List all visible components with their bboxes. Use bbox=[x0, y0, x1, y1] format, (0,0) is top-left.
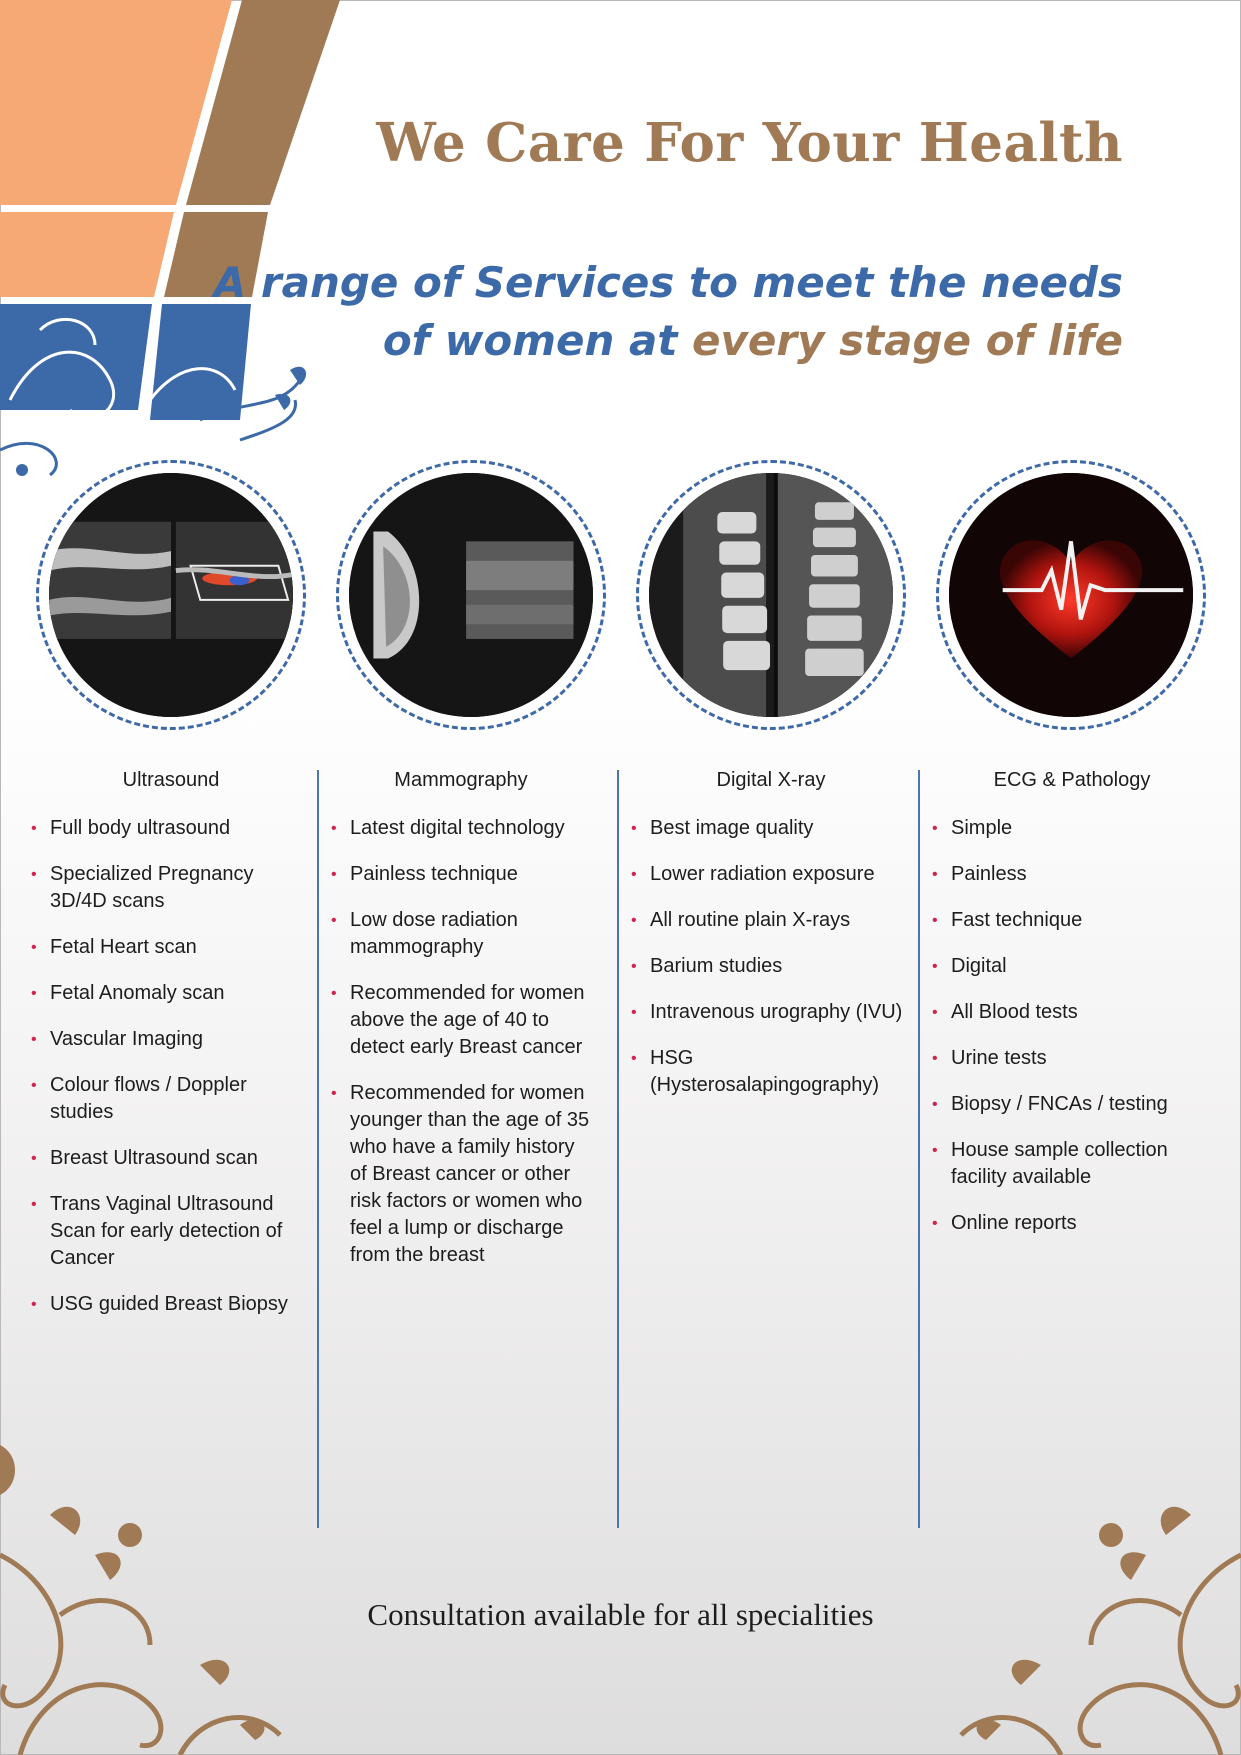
service-item: • Recommended for women above the age of 40 to detect early Breast cancer bbox=[331, 980, 591, 1061]
corner-decoration bbox=[0, 0, 340, 480]
spine-xray-image bbox=[649, 473, 893, 717]
mammogram-image bbox=[349, 473, 593, 717]
service-item: • Online reports bbox=[932, 1210, 1212, 1237]
service-item: • All Blood tests bbox=[932, 999, 1212, 1026]
service-item: • Urine tests bbox=[932, 1045, 1212, 1072]
ecg-image-circle bbox=[936, 460, 1206, 730]
service-item: • Intravenous urography (IVU) bbox=[631, 999, 911, 1026]
column-divider bbox=[918, 770, 920, 1528]
subheadline-accent-text: every stage of life bbox=[692, 316, 1123, 365]
service-column-xray bbox=[631, 769, 911, 1118]
service-title: ECG & Pathology bbox=[993, 769, 1151, 791]
service-item: • Breast Ultrasound scan bbox=[31, 1145, 311, 1172]
service-item: • Specialized Pregnancy 3D/4D scans bbox=[31, 861, 311, 915]
service-item: • House sample collection facility available bbox=[932, 1137, 1212, 1191]
page-subheadline bbox=[214, 254, 1123, 370]
service-item: • Recommended for women younger than the age of 35 who have a family history of Breast cancer or other risk factors or women who feel a lump or discharge from the breast bbox=[331, 1080, 591, 1269]
ultrasound-scan-image bbox=[49, 473, 293, 717]
service-title: Digital X-ray bbox=[716, 769, 826, 791]
service-column-ultrasound bbox=[31, 769, 311, 1337]
service-list bbox=[331, 815, 591, 1269]
mammography-image-circle bbox=[336, 460, 606, 730]
service-title: Ultrasound bbox=[122, 769, 220, 791]
service-item: • Barium studies bbox=[631, 953, 911, 980]
service-item: • HSG (Hysterosalapingography) bbox=[631, 1045, 911, 1099]
service-list bbox=[31, 815, 311, 1318]
page-headline: We Care For Your Health bbox=[376, 112, 1123, 174]
service-item: • Vascular Imaging bbox=[31, 1026, 311, 1053]
service-title: Mammography bbox=[394, 769, 528, 791]
column-divider bbox=[617, 770, 619, 1528]
service-column-mammography bbox=[331, 769, 591, 1288]
service-item: • All routine plain X-rays bbox=[631, 907, 911, 934]
service-item: • Full body ultrasound bbox=[31, 815, 311, 842]
service-item: • Latest digital technology bbox=[331, 815, 591, 842]
ultrasound-image-circle bbox=[36, 460, 306, 730]
service-item: • Trans Vaginal Ultrasound Scan for early detection of Cancer bbox=[31, 1191, 311, 1272]
service-item: • Painless bbox=[932, 861, 1212, 888]
subheadline-line-2-text: of women at bbox=[382, 316, 693, 365]
service-item: • Biopsy / FNCAs / testing bbox=[932, 1091, 1212, 1118]
service-item: • Low dose radiation mammography bbox=[331, 907, 591, 961]
service-item: • Best image quality bbox=[631, 815, 911, 842]
service-item: • Simple bbox=[932, 815, 1212, 842]
subheadline-line-1: A range of Services to meet the needs bbox=[213, 258, 1123, 307]
service-item: • Digital bbox=[932, 953, 1212, 980]
service-item: • Painless technique bbox=[331, 861, 591, 888]
service-item: • Fetal Heart scan bbox=[31, 934, 311, 961]
service-item: • Lower radiation exposure bbox=[631, 861, 911, 888]
bottom-left-flourish bbox=[0, 1435, 320, 1755]
heart-ecg-image bbox=[949, 473, 1193, 717]
service-list bbox=[631, 815, 911, 1099]
service-item: • Fetal Anomaly scan bbox=[31, 980, 311, 1007]
service-column-ecg-pathology bbox=[932, 769, 1212, 1256]
xray-image-circle bbox=[636, 460, 906, 730]
subheadline-line-2 bbox=[214, 312, 1123, 370]
footer-note: Consultation available for all specialities bbox=[367, 1597, 874, 1632]
service-list bbox=[932, 815, 1212, 1237]
service-item: • USG guided Breast Biopsy bbox=[31, 1291, 311, 1318]
service-item: • Colour flows / Doppler studies bbox=[31, 1072, 311, 1126]
service-item: • Fast technique bbox=[932, 907, 1212, 934]
column-divider bbox=[317, 770, 319, 1528]
bottom-right-flourish bbox=[921, 1435, 1241, 1755]
